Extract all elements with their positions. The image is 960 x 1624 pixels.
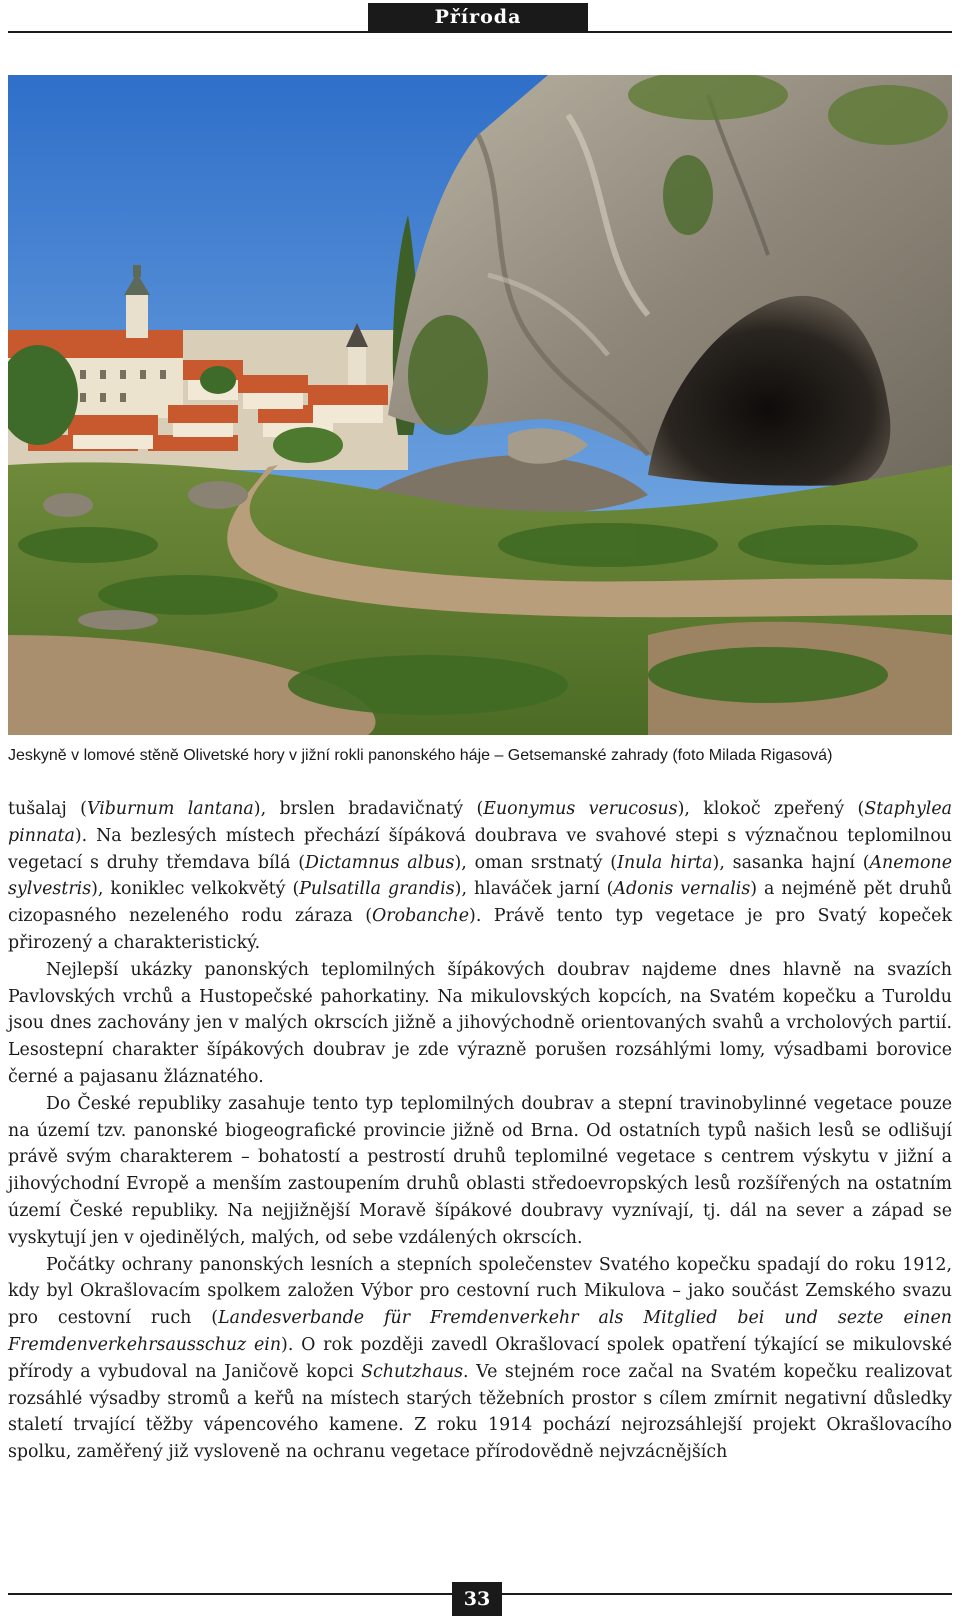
text-run: Nejlepší ukázky panonských teplomilných šípákových doubrav najdeme dnes hlavně na svazích Pavlovských vrchů a Hustopečské pahorkatiny. Na mikulovských kopcích, na Svatém kopečku a Turoldu jsou dnes zachovány jen v malých okrscích jižně a jihovýchodně orientovaných svahů a vrcholových partií. Lesostepní charakter šípákových doubrav je zde výrazně porušen rozsáhlými lomy, výsadbami borovice černé a pajasanu žláznatého. xyxy=(8,959,952,1087)
latin-term: Schutzhaus xyxy=(361,1361,464,1382)
text-run: ), oman srstnatý ( xyxy=(454,852,618,873)
article-body xyxy=(8,796,952,1466)
section-label: Příroda xyxy=(368,3,588,32)
latin-term: Landesverbande für Fremdenverkehr als Mitglied bei und sezte einen Fremdenverkehrsausschuz ein xyxy=(8,1308,952,1355)
text-run: ). Na bezlesých místech přechází šípáková doubrava ve svahové stepi s význačnou teplomilnou vegetací s druhy třemdava bílá ( xyxy=(8,825,952,873)
latin-term: Adonis vernalis xyxy=(613,879,751,900)
latin-term: Anemone sylvestris xyxy=(8,852,952,900)
latin-term: Euonymus verucosus xyxy=(483,799,678,819)
page-number: 33 xyxy=(452,1582,502,1616)
photo-caption: Jeskyně v lomové stěně Olivetské hory v jižní rokli panonského háje – Getsemanské zahrady (foto Milada Rigasová) xyxy=(8,747,833,764)
latin-term: Orobanche xyxy=(372,906,470,927)
text-run: Počátky ochrany panonských lesních a stepních společenstev Svatého kopečku spadají do roku 1912, kdy byl Okrašlovacím spolkem založen Výbor pro cestovní ruch Mikulova – jako součást Zemského svazu pro cestovní ruch ( xyxy=(8,1254,952,1329)
text-run: ) a nejméně pět druhů cizopasného nezeleného rodu záraza ( xyxy=(8,879,952,927)
text-run: ), koniklec velkokvětý ( xyxy=(91,879,300,900)
cave-landscape-icon xyxy=(8,75,952,735)
text-run: . Ve stejném roce začal na Svatém kopečku realizovat rozsáhlé výsadby stromů a keřů na místech starých těžebních prostor s cílem zmírnit negativní důsledky staletí trvající těžby vápencového kamene. Z roku 1914 pochází nejrozsáhlejší projekt Okrašlovacího spolku, zaměřený již vysloveně na ochranu vegetace přírodovědně nejvzácnějších xyxy=(8,1361,953,1463)
text-run: ), klokoč zpeřený ( xyxy=(677,799,865,819)
latin-term: Viburnum lantana xyxy=(86,799,254,819)
cave-photo xyxy=(8,75,952,735)
text-run: Do České republiky zasahuje tento typ teplomilných doubrav a stepní travinobylinné vegetace pouze na území tzv. panonské biogeografické provincie jižně od Brna. Od ostatních typů našich lesů se odlišují právě svým charakterem – bohatostí a pestrostí druhů teplomilné vegetace s centrem výskytu v jižní a jihovýchodní Evropě a menším zastoupením druhů oblasti středoevropských lesů rozšířených na ostatním území České republiky. Na nejjižnější Moravě šípákové doubravy vyznívají, tj. dál na sever a západ se vyskytují jen v ojedinělých, malých, od sebe vzdálených okrscích. xyxy=(8,1093,952,1248)
text-run: ), sasanka hajní ( xyxy=(712,852,870,873)
paragraph-2 xyxy=(8,957,952,1091)
text-run: ), hlaváček jarní ( xyxy=(454,879,614,900)
paragraph-3 xyxy=(8,1091,952,1252)
latin-term: Pulsatilla grandis xyxy=(299,879,455,900)
text-run: ). Právě tento typ vegetace je pro Svatý kopeček přirozený a charakteristický. xyxy=(8,906,952,953)
text-run: ). O rok později zavedl Okrašlovací spolek opatření týkající se mikulovské přírody a vybudoval na Janičově kopci xyxy=(8,1334,952,1382)
paragraph-4 xyxy=(8,1252,952,1466)
latin-term: Dictamnus albus xyxy=(305,852,455,873)
latin-term: Inula hirta xyxy=(617,852,713,873)
text-run: ), brslen bradavičnatý ( xyxy=(253,799,484,819)
paragraph-1 xyxy=(8,796,952,957)
text-run: tušalaj ( xyxy=(8,799,87,819)
latin-term: Staphylea pinnata xyxy=(8,799,952,846)
